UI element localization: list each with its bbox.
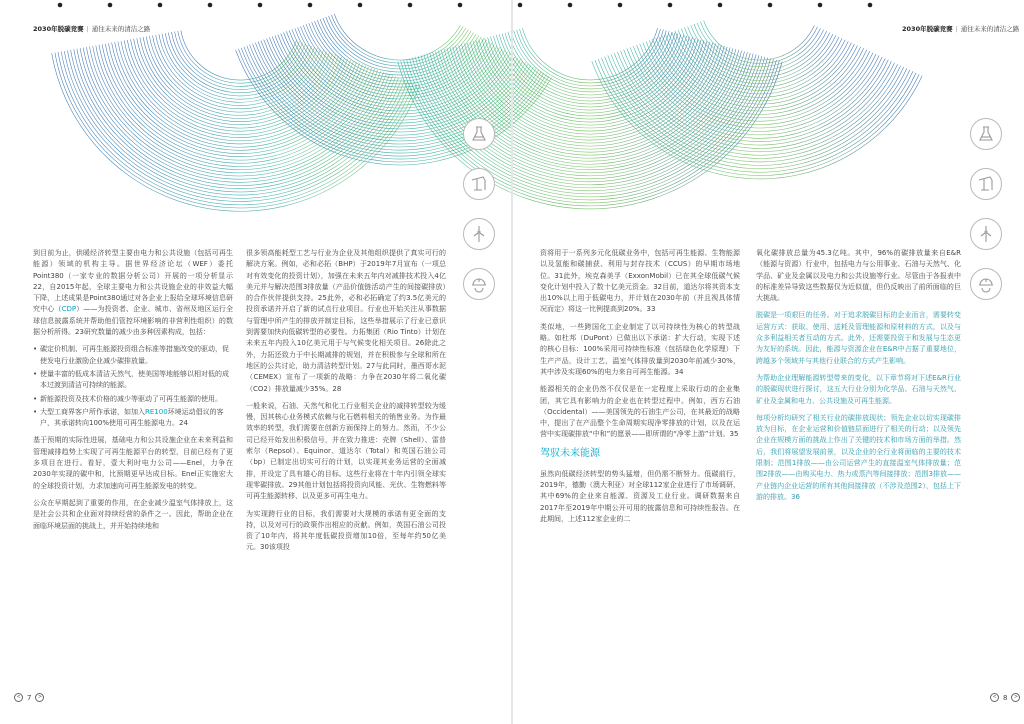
wave-line — [522, 28, 657, 80]
oil-pumpjack-icon — [970, 168, 1002, 200]
decor-dot — [668, 3, 673, 8]
list-item — [33, 407, 233, 430]
wave-line — [131, 39, 345, 131]
industry-icons-right — [970, 118, 1006, 318]
running-header-left — [33, 25, 150, 33]
running-header-right — [902, 25, 1019, 33]
decor-dot — [568, 3, 573, 8]
highlight-paragraph: 为帮助企业理解能源转型带来的变化，以下章节将对下述E&R行业的脱碳现状进行探讨，这五大行业分别为化学品、石油与天然气、矿业及金属和电力、公共设施及可再生能源。 — [756, 373, 961, 405]
cdp-link[interactable]: CDP — [61, 305, 77, 314]
wave-line — [669, 33, 849, 97]
header-separator: | — [86, 25, 89, 33]
wave-line — [153, 35, 324, 108]
decor-dot — [258, 3, 263, 8]
text-run: 大型工商界客户所作承诺，如加入 — [40, 407, 145, 416]
text-column-2 — [246, 248, 446, 560]
oil-pumpjack-icon — [463, 168, 495, 200]
wave-line — [508, 32, 672, 95]
section-heading: 驾驭未来能源 — [540, 447, 600, 459]
decor-dot — [768, 3, 773, 8]
decor-dot — [408, 3, 413, 8]
page-spine — [511, 0, 513, 724]
decor-dot — [58, 3, 63, 8]
decor-dot — [208, 3, 213, 8]
paragraph: 虽然向低碳经济转型的势头猛增，但仍需不断努力。低碳前行，2019年，德勤（澳大利亚）对全球112家企业进行了市场调研，其中69%的企业来自能源、资源及工业行业。调研数据来自2017年至2019年中期公开可用的披露信息和可持续性报告。在此期间，上述112家企业的二 — [540, 469, 740, 523]
wave-line — [77, 49, 396, 186]
chemistry-flask-icon — [970, 118, 1002, 150]
wave-line — [334, 14, 460, 60]
paragraph — [33, 248, 233, 338]
paragraph: 资将用于一系列多元化低碳业务中，包括可再生能源、生物能源以及氢能和碳捕获、利用与封存技术（CCUS）的早期市场地位。31此外，埃克森美孚（ExxonMobil）已在其全球低碳气候变化计划中投入了数十亿美元资金。32目前，道达尔将其资本支出10%以上用于低碳电力，并计划在2030年前（并且视具体情况而定）将这一比例提高到20%。33 — [540, 249, 740, 314]
next-page-button[interactable]: > — [35, 693, 44, 702]
decor-dot — [458, 3, 463, 8]
wave-line — [656, 38, 861, 111]
paragraph: 很多领高能耗型工艺与行业为企业及其他组织提供了真实可行的解决方案。例如，必和必拓（BHP）于2019年7月宣布（一项总对有效变化的投资计划），加强在未来五年内对减排技术投入4亿美元并与解决范围3排放量（产品价值链活动产生的间接碳排放）的合作伙伴提供支持。25此外，必和必拓确定了约3.5亿美元的投资承诺并开启了新的试点行业项目。行业也开始关注从事数据与管理中所产生的排放并制定目标，这些举措展示了行业已意识到需要加快向低碳转型的必要性。力拓集团（Rio Tinto）计划在未来五年内投入10亿美元用于与气候变化相关项目。26除此之外，力拓还致力于中长期减排的规划，并在积极参与全球和所在地区的公共讨论，助力清洁转型计划。27与此同时，墨西哥水泥（CEMEX）宣布了一项新的战略：力争在2030年将二氧化碳（CO2）排放量减少35%。28 — [246, 249, 446, 393]
prev-page-button[interactable]: < — [14, 693, 23, 702]
wind-turbine-icon — [970, 218, 1002, 250]
decor-dot — [718, 3, 723, 8]
text-column-3 — [540, 248, 740, 531]
chemistry-flask-icon — [463, 118, 495, 150]
next-page-button[interactable]: > — [1011, 693, 1020, 702]
worker-helmet-icon — [463, 268, 495, 300]
paragraph: 为实现跨行业的目标，我们需要对大规模的承诺有更全面的支持，以及对可行的政策作出相应的贡献。例如，英国石油公司投资了10年内，将其年度低碳投资增加10倍，至每年约50亿美元。30该项投 — [246, 509, 446, 552]
decor-dot — [618, 3, 623, 8]
paragraph: 一般来说，石油、天然气和化工行业相关企业的减排转型较为缓慢，因其核心业务模式依赖与化石燃料相关的销售业务。为作最效率的转型，我们需要在创新方面保持上的努力。然而，不少公司已经开始发出积极信号，并在致力推进：壳牌（Shell）、雷普索尔（Repsol）、Equinor、道达尔（Total）和英国石油公司（bp）已制定出切实可行的计划，以实现其业务运营的全面减排，并设定了具有雄心的目标。这些行业将在十年内引领全球实现零碳排放。29其他计划包括将投资向风能、光伏、生物燃料等可再生能源转移、以及更多可再生电力。 — [246, 401, 446, 501]
decor-dot — [308, 3, 313, 8]
paragraph: 公众在早期起到了重要的作用，在企业减少温室气体排放上，这是社会公共和企业面对持续经营的条件之一。因此，帮助企业在面临环境层面的挑战上，并开始持续地和 — [33, 498, 233, 530]
report-brand: 2030年脱碳竞赛 — [902, 25, 953, 33]
worker-helmet-icon — [970, 268, 1002, 300]
wind-turbine-icon — [463, 218, 495, 250]
highlight-paragraph: 每项分析均研究了相关行业的碳排放现状；领先企业以切实现碳排放为目标，在企业运营和价值链层面进行了相关的行动；以及领先企业在规模方面的挑战上作出了关键的技术和市场方面的举措。然后，我们将展望发展前景，以及企业的全行业将面临的主要的技术限制；范围1排放——由公司运营产生的直接温室气体排放量；范围2排放——由购买电力、热力或蒸汽等间接排放；范围3排放——产业链内企业运营的所有其他间接排放（不涉及范围2），包括上下游的排放。36 — [756, 413, 961, 501]
list-item: • 新能源投资及技术价格的减少等驱动了可再生能源的使用。 — [33, 394, 233, 405]
wave-line — [470, 42, 710, 134]
decor-dot — [158, 3, 163, 8]
text-column-1 — [33, 248, 233, 538]
paragraph: 基于预期的实际性进展，基础电力和公共设施企业在未来利益和管理减排趋势上实现了可再生能源平台的转型，目前已经有了更多项目在进行。看好，壹大利时电力公司——Enel，力争在2030年实现的碳中和，比预期更早达成目标。Enel正实施宏大的全球投资计划，力求加速向可再生能源发电的转变。 — [33, 436, 233, 490]
page-footer-right — [990, 693, 1020, 702]
text-run: 环境运动倡议的客户，其承诺转向100%使用可再生能源电力。24 — [40, 407, 224, 428]
list-item: • 使量丰富的低成本清洁天然气，使美国等地能够以相对低的成本过渡到清洁可持续的能源。 — [33, 369, 233, 392]
highlight-paragraph: 脱碳是一项艰巨的任务。对于追求脱碳目标的企业而言，需要转变运营方式：获取、使用、送耗及管理能源和原材料的方式，以及与众多利益相关者互动的方式。此外，还需要投资于和发展与生态更为友好的系统。因此，能源与资源企业在E&R中占据了重要地位，跨越多个领域并与其他行业联合的方式产生影响。 — [756, 311, 961, 365]
text-run: ）——为投资者、企业、城市、省州及地区运行全球信息披露系统并帮助他们管控环境影响的非营利性组织）的数据分析所得。23研究数量的减少由多种因素构成，包括： — [33, 305, 234, 337]
text-run: 到目前为止，供暖经济转型主要由电力和公共设施（包括可再生能源）领域的机构主导。据世界经济论坛（WEF）委托 Point380（一家专业的数据分析公司）开展的一项分析显示22，自2015年起，全球主要电力和公共设施企业的非效益大幅下降，上述成果是Point380通过对各企业上报给全球环境信息研究中心（ — [33, 249, 233, 314]
wave-line — [659, 37, 858, 108]
decor-dot — [358, 3, 363, 8]
text-column-4 — [756, 248, 961, 509]
prev-page-button[interactable]: < — [990, 693, 999, 702]
factor-list — [33, 344, 233, 429]
page-number: 7 — [27, 693, 32, 702]
re100-link[interactable]: RE100 — [145, 407, 168, 416]
paragraph: 类似地，一些跨国化工企业制定了以可持续性为核心的转型战略。如杜邦（DuPont）已做出以下承诺：扩大行动，实现下述的核心目标：100%采用可持续性标准（包括绿色化学原理）下生产产品，设计工艺，温室气体排放量到2030年前减少30%，其中涉及实现60%的电力来自可再生能源。34 — [540, 322, 740, 376]
industry-icons-left — [463, 118, 499, 318]
report-subtitle: 通往未来的清洁之路 — [91, 25, 151, 33]
decor-dot — [818, 3, 823, 8]
paragraph: 氧化碳排放总量为45.3亿吨。其中，96%的碳排放量来自E&R（能源与资源）行业中，包括电力与公用事业、石油与天然气、化学品、矿业及金属以及电力和公共设施等行业。尽管由于各报表中的标准差异导致这些数据仅为近似值，但仍反映出了前所面临的巨大挑战。 — [756, 249, 961, 303]
header-separator: | — [955, 25, 958, 33]
report-subtitle: 通往未来的清洁之路 — [960, 25, 1020, 33]
page-footer-left — [14, 693, 44, 702]
wave-line — [684, 28, 833, 81]
report-brand: 2030年脱碳竞赛 — [33, 25, 84, 33]
wave-line — [704, 21, 815, 61]
decor-dot — [518, 3, 523, 8]
wave-line — [121, 41, 354, 141]
decor-dot — [868, 3, 873, 8]
page-number: 8 — [1003, 693, 1008, 702]
decor-dot — [108, 3, 113, 8]
list-item: • 碳定价机制、可再生能源投资组合标准等措施改变的驱动，促使发电行业激励企业减少碳排放量。 — [33, 344, 233, 367]
paragraph: 能源相关的企业仍然不仅仅是在一定程度上采取行动的企业集团，其它具有影响力的企业也在转型过程中。例如，西方石油（Occidental）——美国领先的石油生产公司，在其最近的战略中，提出了在产品整个生命周期实现净零排放的计划，以及在运营中实现碳排放“中和”的愿景——即所谓的“净零上游”计划。35 — [540, 385, 740, 439]
